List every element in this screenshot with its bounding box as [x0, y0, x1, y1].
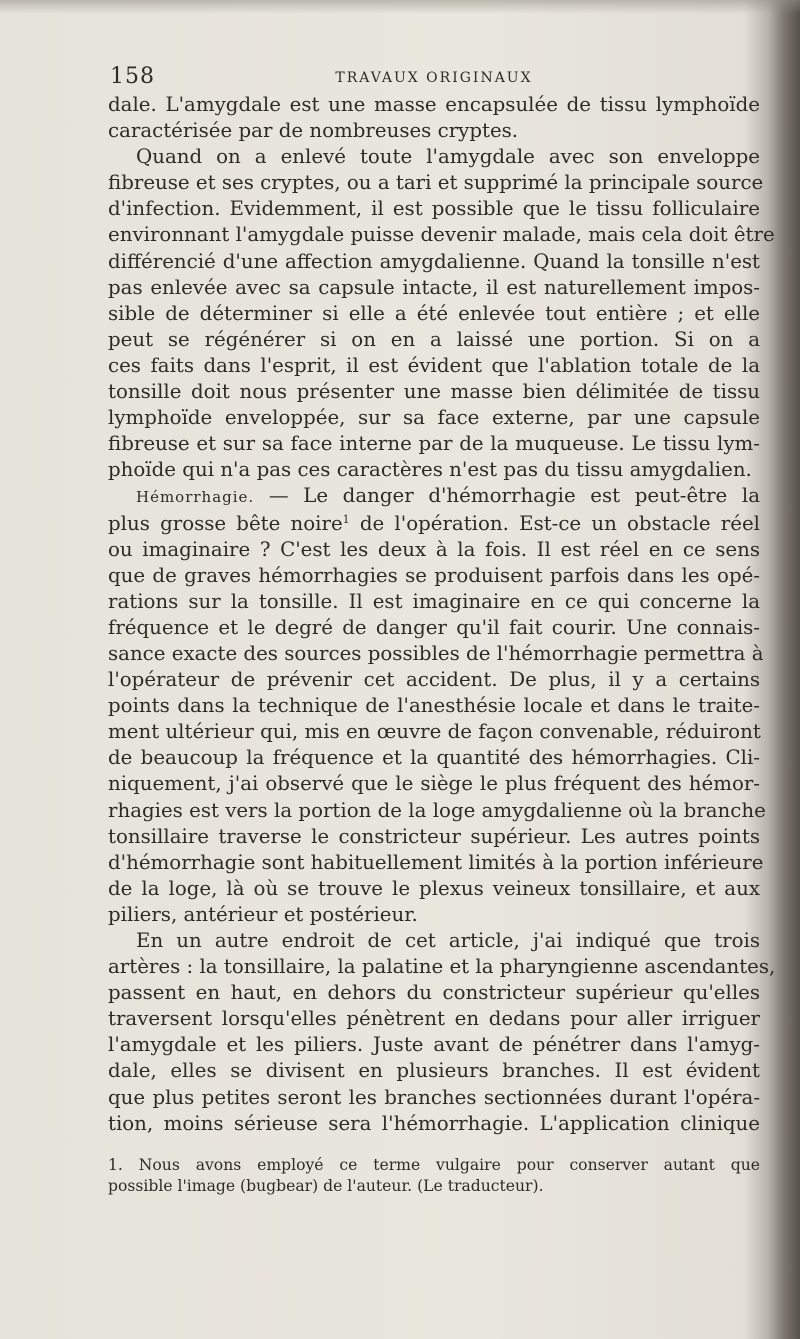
text-line [108, 511, 760, 537]
body-text [108, 92, 776, 1137]
page-edge-shadow [0, 0, 800, 14]
text-fragment: — Le danger d'hémorrhagie est peut-être la [268, 484, 760, 508]
text-line: points dans la technique de l'anesthésie locale et dans le traite- [108, 694, 760, 718]
text-line: ces faits dans l'esprit, il est évident que l'ablation totale de la [108, 353, 760, 377]
text-line: En un autre endroit de cet article, j'ai indiqué que trois [136, 929, 760, 952]
text-line: de beaucoup la fréquence et la quantité des hémorrhagies. Cli- [108, 746, 760, 770]
text-line: fréquence et le degré de danger qu'il fait courir. Une connais- [108, 615, 760, 639]
text-line: environnant l'amygdale puisse devenir malade, mais cela doit être [108, 223, 775, 247]
text-line: ou imaginaire ? C'est les deux à la fois. Il est réel en ce sens [108, 537, 760, 561]
text-line: Quand on a enlevé toute l'amygdale avec son enveloppe [136, 145, 760, 169]
text-fragment: de l'opération. Est-ce un obstacle réel [349, 511, 760, 535]
text-line: rations sur la tonsille. Il est imaginaire en ce qui concerne la [108, 589, 760, 613]
text-line: fibreuse et ses cryptes, ou a tari et supprimé la principale source [108, 171, 764, 195]
text-line: artères : la tonsillaire, la palatine et la pharyngienne ascendantes, [108, 955, 776, 979]
text-line: passent en haut, en dehors du constricteur supérieur qu'elles [108, 981, 760, 1005]
text-line: phoïde qui n'a pas ces caractères n'est pas du tissu amygdalien. [108, 458, 752, 482]
footnote-line: 1. Nous avons employé ce terme vulgaire pour conserver autant que [108, 1155, 760, 1174]
page-number: 158 [110, 64, 155, 89]
text-line: tonsillaire traverse le constricteur supérieur. Les autres points [108, 824, 760, 848]
text-line: dale. L'amygdale est une masse encapsulée de tissu lymphoïde [108, 93, 760, 116]
text-line: ment ultérieur qui, mis en œuvre de façon convenable, réduiront [108, 720, 761, 744]
footnote [108, 1155, 760, 1197]
page-header [108, 60, 760, 92]
text-line: pas enlevée avec sa capsule intacte, il est naturellement impos- [108, 275, 760, 299]
book-page [108, 60, 776, 1197]
footnote-line: possible l'image (bugbear) de l'auteur. (Le traducteur). [108, 1176, 544, 1195]
text-line: lymphoïde enveloppée, sur sa face externe, par une capsule [108, 406, 760, 430]
text-fragment: plus grosse bête noire [108, 511, 343, 535]
text-line: que plus petites seront les branches sectionnées durant l'opéra- [108, 1085, 760, 1109]
text-line: dale, elles se divisent en plusieurs branches. Il est évident [108, 1059, 760, 1083]
text-line: caractérisée par de nombreuses cryptes. [108, 119, 519, 143]
text-line: d'hémorrhagie sont habituellement limités à la portion inférieure [108, 850, 764, 874]
text-line: l'opérateur de prévenir cet accident. De plus, il y a certains [108, 668, 760, 692]
text-line: que de graves hémorrhagies se produisent parfois dans les opé- [108, 563, 760, 587]
text-line: tion, moins sérieuse sera l'hémorrhagie. L'application clinique [108, 1111, 760, 1135]
text-line: traversent lorsqu'elles pénètrent en dedans pour aller irriguer [108, 1007, 760, 1031]
text-line: peut se régénérer si on en a laissé une portion. Si on a [108, 327, 760, 351]
text-line: piliers, antérieur et postérieur. [108, 902, 418, 926]
section-heading: Hémorrhagie. [136, 488, 255, 507]
text-line: différencié d'une affection amygdalienne. Quand la tonsille n'est [108, 249, 760, 273]
text-line: niquement, j'ai observé que le siège le plus fréquent des hémor- [108, 772, 760, 796]
footnote-marker: 1 [342, 512, 350, 526]
text-line [108, 483, 760, 510]
text-line: d'infection. Evidemment, il est possible que le tissu folliculaire [108, 197, 760, 221]
text-line: sance exacte des sources possibles de l'hémorrhagie permettra à [108, 641, 764, 665]
text-line: l'amygdale et les piliers. Juste avant de pénétrer dans l'amyg- [108, 1033, 760, 1057]
text-line: rhagies est vers la portion de la loge amygdalienne où la branche [108, 798, 766, 822]
text-line: de la loge, là où se trouve le plexus veineux tonsillaire, et aux [108, 876, 760, 900]
running-title: TRAVAUX ORIGINAUX [335, 70, 533, 86]
text-line: tonsille doit nous présenter une masse bien délimitée de tissu [108, 380, 760, 404]
text-line: sible de déterminer si elle a été enlevée tout entière ; et elle [108, 301, 760, 325]
text-line: fibreuse et sur sa face interne par de la muqueuse. Le tissu lym- [108, 432, 760, 456]
